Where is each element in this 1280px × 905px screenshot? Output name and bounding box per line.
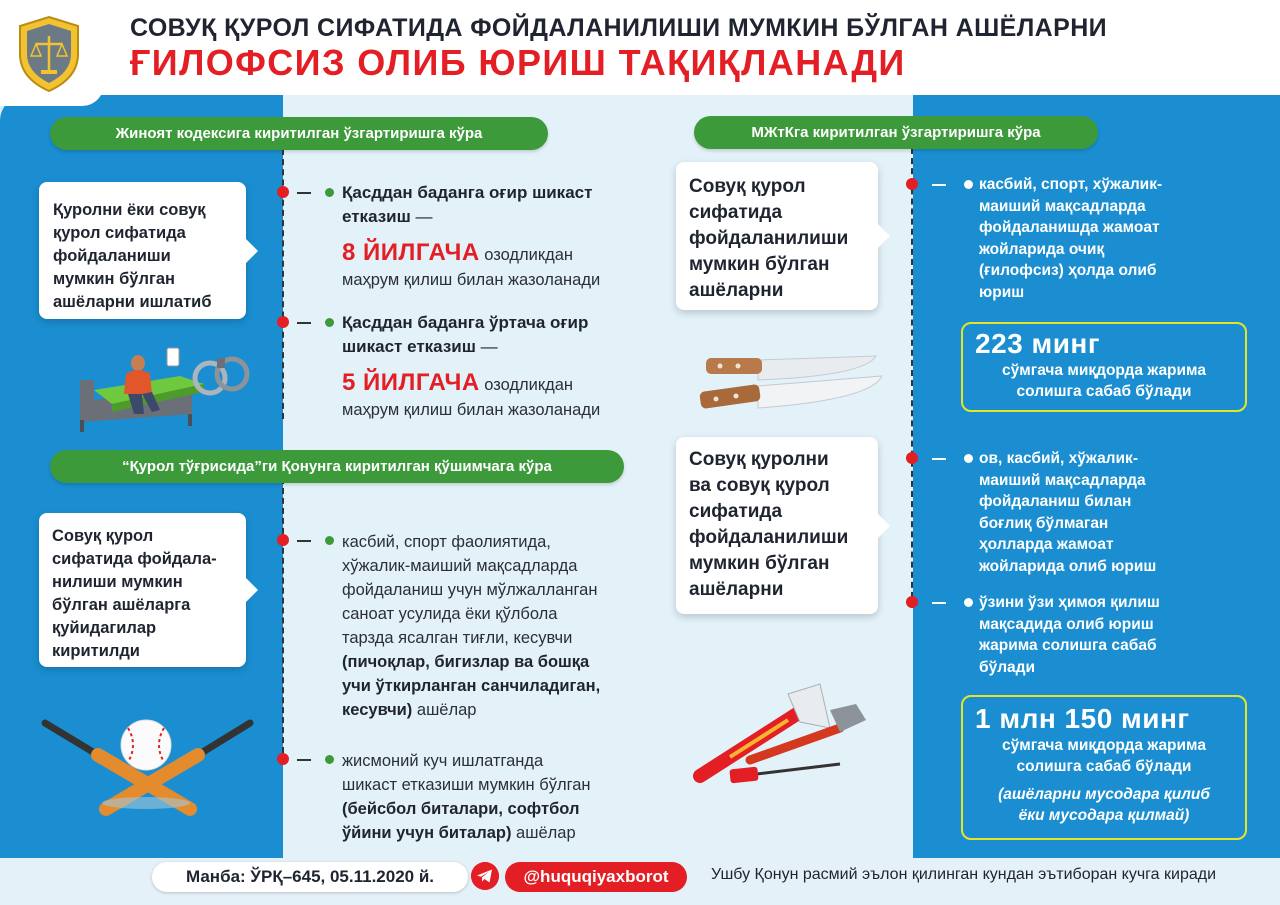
admin-item-2-marker [906, 452, 918, 464]
law-item-2 [342, 749, 591, 845]
title-line-1: СОВУҚ ҚУРОЛ СИФАТИДА ФОЙДАЛАНИЛИШИ МУМКИН БЎЛГАН АШЁЛАРНИ [130, 14, 1108, 42]
telegram-handle-link[interactable]: @huquqiyaxborot [505, 862, 687, 892]
admin-item-1-text: касбий, спорт, хўжалик- маиший мақсадларда фойдаланишда жамоат жойларида очиқ (ғилофсиз) ҳолда олиб юриш [979, 176, 1163, 301]
law-card-text: Совуқ қурол сифатида фойдала- нилиши мумкин бўлган ашёларга қуйидагилар киритилди [52, 527, 217, 660]
law-item-2-suffix: ашёлар [511, 824, 576, 842]
fine-box-1 [961, 322, 1247, 412]
fine-1-line-1: сўмгача миқдорда жарима [1002, 362, 1206, 379]
criminal-item-1-tail: маҳрум қилиш билан жазоланади [342, 271, 601, 289]
admin-item-3-bullet [964, 598, 973, 607]
footer-note: Ушбу Қонун расмий эълон қилинган кундан эътиборан кучга киради [711, 866, 1217, 883]
card-pointer [878, 224, 890, 248]
logo-container [0, 0, 104, 106]
admin-item-1-dash [932, 184, 946, 186]
law-item-2-bold: (бейсбол биталари, софтбол ўйини учун биталар) [342, 800, 580, 842]
criminal-item-1-term-value: 8 ЙИЛГАЧА [342, 239, 480, 266]
criminal-item-1-dash-text: — [410, 207, 433, 226]
baseball-bats-icon [40, 715, 260, 820]
admin-connector-line [911, 148, 913, 608]
fine-box-2 [961, 695, 1247, 840]
criminal-item-2-term-suffix: озодликдан [479, 376, 574, 394]
law-item-2-text: жисмоний куч ишлатганда шикаст етказиши мумкин бўлган [342, 752, 591, 794]
law-item-2-marker [277, 753, 289, 765]
criminal-item-2-dash [297, 322, 311, 324]
law-item-1-text: касбий, спорт фаолиятида, хўжалик-маиший мақсадларда фойдаланиш учун мўлжалланган саноат усулида ёки қўлбола тарзда ясалган тиғли, кесувчи [342, 533, 598, 647]
law-item-1-dash [297, 540, 311, 542]
admin-item-2-bullet [964, 454, 973, 463]
law-item-1-bullet [325, 536, 334, 545]
law-connector-line [282, 478, 284, 763]
law-item-1 [342, 530, 600, 722]
admin-item-3-dash [932, 602, 946, 604]
fine-2-line-2: солишга сабаб бўлади [1016, 758, 1192, 775]
criminal-card-text: Қуролни ёки совуқ қурол сифатида фойдаланиши мумкин бўлган ашёларни ишлатиб [53, 201, 212, 311]
criminal-item-1-term [342, 238, 573, 270]
fine-2-line-1: сўмгача миқдорда жарима [1002, 737, 1206, 754]
admin-item-1-bullet [964, 180, 973, 189]
source-pill: Манба: ЎРҚ–645, 05.11.2020 й. [152, 862, 468, 892]
admin-card-1 [676, 162, 878, 310]
criminal-card [39, 182, 246, 319]
card-pointer [246, 239, 258, 263]
admin-item-3-marker [906, 596, 918, 608]
criminal-item-2-term-value: 5 ЙИЛГАЧА [342, 369, 480, 396]
telegram-icon[interactable] [471, 862, 499, 890]
knives-icon [696, 342, 886, 422]
law-pill: “Қурол тўғрисида”ги Қонунга киритилган қўшимчага кўра [50, 450, 624, 483]
card-pointer [246, 578, 258, 602]
law-item-1-marker [277, 534, 289, 546]
admin-item-2-text: ов, касбий, хўжалик- маиший мақсадларда фойдаланиш билан боғлиқ бўлмаган ҳолларда жамоат жойларида олиб юриш [979, 450, 1157, 575]
criminal-item-2-tail: маҳрум қилиш билан жазоланади [342, 401, 601, 419]
criminal-code-pill: Жиноят кодексига киритилган ўзгартиришга кўра [50, 117, 548, 150]
fine-2-note: (ашёларни мусодара қилиб ёки мусодара қилмай) [998, 786, 1210, 824]
admin-item-3-text: ўзини ўзи ҳимоя қилиш мақсадида олиб юриш жарима солишга сабаб бўлади [979, 594, 1160, 676]
criminal-item-2-title-text: Қасддан баданга ўртача оғир шикаст етказиш [342, 313, 589, 356]
criminal-item-2-bullet [325, 318, 334, 327]
fine-1-line-2: солишга сабаб бўлади [1016, 383, 1192, 400]
criminal-item-1-dash [297, 192, 311, 194]
criminal-item-1-title [342, 181, 592, 229]
justice-emblem-icon [14, 14, 84, 94]
criminal-item-1-term-suffix: озодликдан [479, 246, 574, 264]
admin-card-2-text: Совуқ қуролни ва совуқ қурол сифатида фойдаланилиши мумкин бўлган ашёларни [689, 449, 849, 600]
admin-code-pill: МЖтКга киритилган ўзгартиришга кўра [694, 116, 1098, 149]
fine-1-amount: 223 минг [975, 328, 1100, 359]
criminal-item-2-marker [277, 316, 289, 328]
criminal-item-2-term [342, 368, 573, 400]
axe-hammer-tools-icon [690, 680, 880, 790]
admin-item-2-dash [932, 458, 946, 460]
law-card [39, 513, 246, 667]
admin-card-1-text: Совуқ қурол сифатида фойдаланилиши мумкин бўлган ашёларни [689, 176, 849, 301]
admin-item-1-marker [906, 178, 918, 190]
card-pointer [878, 514, 890, 538]
header [0, 0, 1280, 95]
law-item-1-bold: (пичоқлар, бигизлар ва бошқа учи ўткирланган санчиладиган, кесувчи) [342, 653, 601, 719]
criminal-item-2-title [342, 311, 588, 359]
admin-card-2 [676, 437, 878, 614]
prison-bed-handcuffs-icon [72, 330, 252, 435]
law-item-1-suffix: ашёлар [412, 701, 477, 719]
law-item-2-bullet [325, 755, 334, 764]
law-item-2-dash [297, 759, 311, 761]
title-line-2: ҒИЛОФСИЗ ОЛИБ ЮРИШ ТАҚИҚЛАНАДИ [130, 42, 906, 83]
criminal-item-1-title-text: Қасддан баданга оғир шикаст етказиш [342, 183, 593, 226]
fine-2-amount: 1 млн 150 минг [975, 703, 1190, 734]
criminal-item-1-bullet [325, 188, 334, 197]
criminal-item-2-dash-text: — [475, 337, 498, 356]
criminal-item-1-marker [277, 186, 289, 198]
